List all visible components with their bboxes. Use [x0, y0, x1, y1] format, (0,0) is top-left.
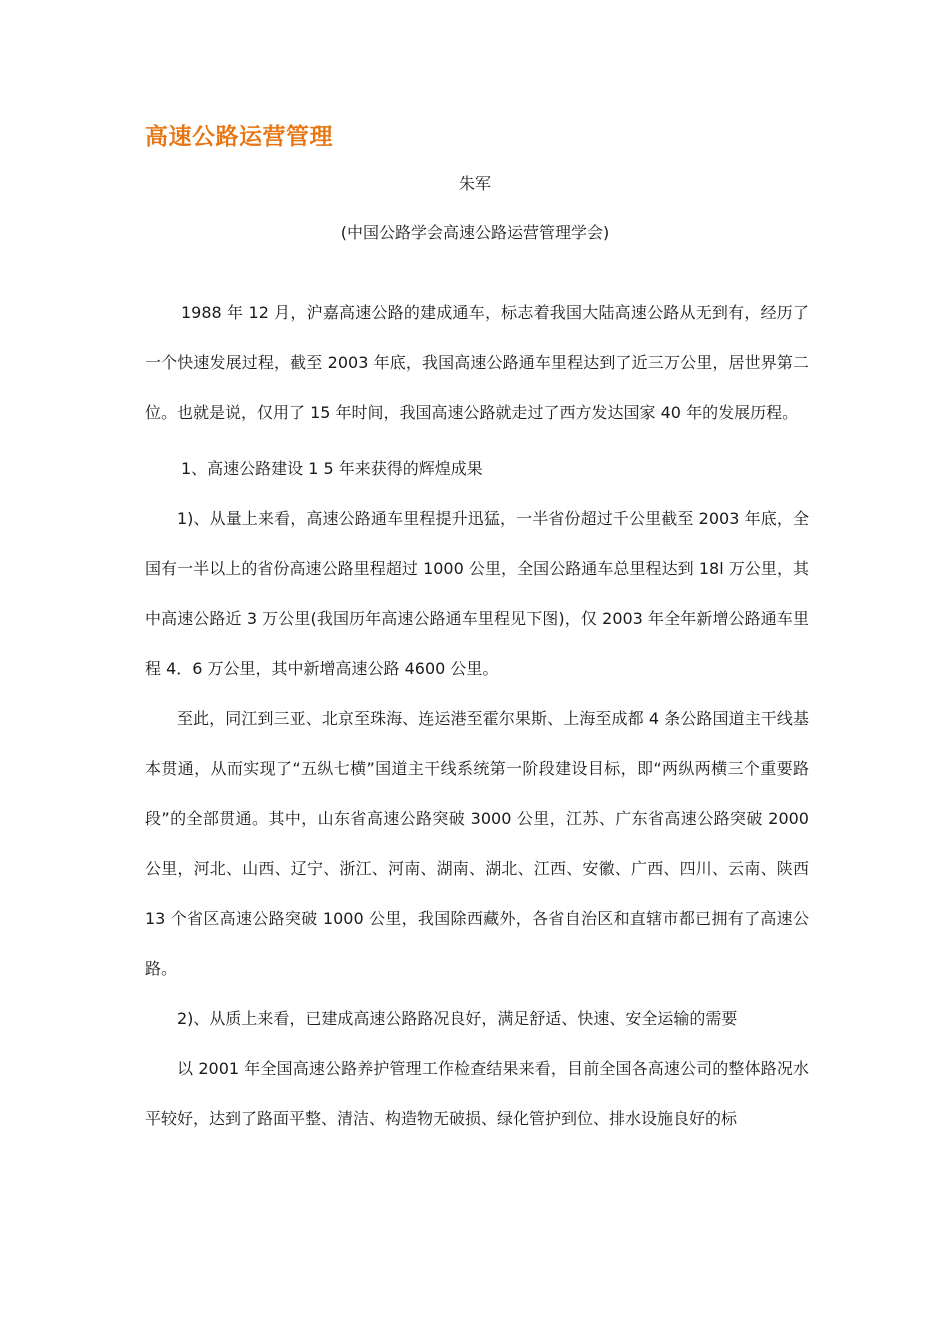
- paragraph-intro: 1988 年 12 月，沪嘉高速公路的建成通车，标志着我国大陆高速公路从无到有，经历了一个快速发展过程，截至 2003 年底，我国高速公路通车里程达到了近三万公里，居世界第二位。也就是说，仅用了 15 年时间，我国高速公路就走过了西方发达国家 40 年的发展历程。: [145, 303, 809, 422]
- paragraph-quality: 以 2001 年全国高速公路养护管理工作检查结果来看，目前全国各高速公司的整体路况水平较好，达到了路面平整、清洁、构造物无破损、绿化管护到位、排水设施良好的标: [145, 1059, 809, 1128]
- paragraph-trunk-lines: 至此，同江到三亚、北京至珠海、连运港至霍尔果斯、上海至成都 4 条公路国道主干线基本贯通，从而实现了“五纵七横”国道主干线系统第一阶段建设目标，即“两纵两横三个重要路段”的全部贯通。其中，山东省高速公路突破 3000 公里，江苏、广东省高速公路突破 2000 公里，河北、山西、辽宁、浙江、河南、湖南、湖北、江西、安徽、广西、四川、云南、陕西 13 个省区高速公路突破 1000 公里，我国除西藏外，各省自治区和直辖市都已拥有了高速公路。: [145, 709, 809, 978]
- author-name: 朱军: [458, 174, 491, 193]
- paragraph-quantity: 1)、从量上来看，高速公路通车里程提升迅猛，一半省份超过千公里截至 2003 年底，全国有一半以上的省份高速公路里程超过 1000 公里，全国公路通车总里程达到 18l 万公里，其中高速公路近 3 万公里(我国历年高速公路通车里程见下图)，仅 2003 年全年新增公路通车里程 4．6 万公里，其中新增高速公路 4600 公里。: [145, 509, 809, 678]
- author-affiliation: (中国公路学会高速公路运营管理学会): [340, 223, 610, 242]
- document-body: [145, 288, 809, 1144]
- section-heading-2: 2)、从质上来看，已建成高速公路路况良好，满足舒适、快速、安全运输的需要: [177, 1009, 738, 1028]
- section-heading-1: 1、高速公路建设 1 5 年来获得的辉煌成果: [181, 459, 483, 478]
- document-title: 高速公路运营管理: [145, 124, 333, 150]
